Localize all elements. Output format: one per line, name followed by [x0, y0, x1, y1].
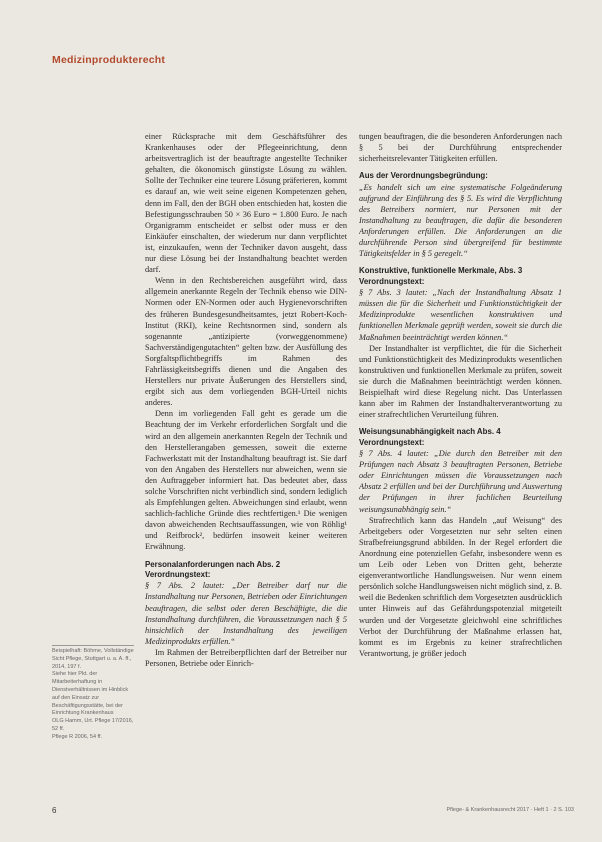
footnote: Beispielhaft: Böhme, Vollständige Sicht Pflege, Stuttgart u. a. A. ff., 2014, 197 f.	[52, 648, 134, 670]
footnote: Siehe hier Pkt. der Mitarbeiterhaftung in Dienstverhältnissen im Hinblick auf den Einsatz zur Beschäftigungsstätte, bei der Einrichtung Krankenhaus	[52, 671, 129, 717]
paragraph: Denn im vorliegenden Fall geht es gerade um die Beachtung der im Verkehr erforderlichen Sorgfalt und die wird an den allgemein anerkannten Regeln der Technik und den Herstellerangaben gemessen, soweit die externe Fachwerkstatt mit der Instandhaltung beauftragt ist. Sie darf von den Angaben des Herstellers nur abweichen, wenn sie den Auftraggeber informiert hat. Das bedeutet aber, dass solche Vorschriften nicht verbindlich sind, sondern lediglich als Empfehlungen gelten. Abweichungen sind erlaubt, wenn sachlich-fachliche Gründe dies rechtfertigen.¹ Die wenigen davon abweichenden Rechtsauffassungen, wie von Röhlig¹ und Reifbrock², bedürfen insoweit keiner weiteren Erwähnung.	[145, 409, 347, 552]
main-column-right	[359, 131, 562, 821]
page-number: 6	[52, 806, 57, 815]
subheading-personalanforderungen: Personalanforderungen nach Abs. 2	[145, 559, 281, 569]
footnote-divider	[52, 645, 134, 646]
paragraph: Wenn in den Rechtsbereichen ausgeführt wird, dass allgemein anerkannte Regeln der Technik ebenso wie DIN-Normen oder EN-Normen oder auch Hygienevorschriften des früheren Bundesgesundheitsamtes, jetzt Robert-Koch-Institut (RKI), keine Rechtsnormen sind, sondern als sogenannte „antizipierte (vorweggenommene) Sachverständigengutachten“ gelten bzw. der Ausfüllung des Sorgfaltspflichtbegriffs im Rahmen des Fahrlässigkeitsbegriffs dienen und die Angaben des Herstellers nur private Äußerungen des Herstellers sind, ergibt sich aus dem vorliegenden BGH-Urteil nichts anderes.	[145, 276, 347, 408]
quote-paragraph: § 7 Abs. 3 lautet: „Nach der Instandhaltung Absatz 1 müssen die für die Sicherheit und Funktionstüchtigkeit der Medizinprodukte wesentlichen konstruktiven und funktionellen Merkmale geprüft werden, soweit sie durch die Maßnahmen beeinträchtigt werden können.“	[359, 288, 562, 342]
section-title: Medizinprodukterecht	[52, 54, 166, 66]
main-column-middle	[145, 131, 347, 821]
quote-paragraph: § 7 Abs. 2 lautet: „Der Betreiber darf nur die Instandhaltung nur Personen, Betrieben oder Einrichtungen beauftragen, die selbst oder deren Beschäftigte, die die Instandhaltung durchführen, die Voraussetzungen nach § 5 hinsichtlich der Instandhaltung des jeweiligen Medizinprodukts erfüllen.“	[145, 581, 347, 646]
footnote: Pflege R 2006, 54 ff.	[52, 733, 103, 740]
subheading-verordnungstext: Verordnungstext:	[359, 276, 425, 286]
paragraph: tungen beauftragen, die die besonderen Anforderungen nach § 5 bei der Durchführung entsprechender sicherheitsrelevanter Tätigkeiten erfüllen.	[359, 132, 562, 164]
paragraph: Im Rahmen der Betreiberpflichten darf der Betreiber nur Personen, Betriebe oder Einrich-	[145, 647, 347, 669]
footnote: OLG Hamm, Urt. Pflege 17/2016, 52 ff.	[52, 718, 134, 732]
paragraph: Der Instandhalter ist verpflichtet, die für die Sicherheit und Funktionstüchtigkeit des Medizinprodukts wesentlichen konstruktiven und funktionellen Merkmale zu prüfen, soweit sie durch die Maßnahmen beeinträchtigt werden können. Beispielhaft wird diese Regelung nicht. Das Unterlassen kann aber im Rahmen der Instandhalterverantwortung zu einer strafrechtlichen Verurteilung führen.	[359, 343, 562, 420]
paragraph: einer Rücksprache mit dem Geschäftsführer des Krankenhauses oder der Pflegeeinrichtung, denn arbeitsvertraglich ist der beauftragte angestellte Techniker gehalten, die ökonomisch günstigste Lösung zu wählen. Sollte der Techniker eine teurere Lösung präferieren, kommt es darauf an, wie weit seine eigenen Kompetenzen gehen, denn im Fall, den der BGH oben entschieden hat, kosten die Befestigungsschrauben 50 × 36 Euro = 1.800 Euro. Je nach Organigramm entscheidet er selbst oder muss er den Einkäufer einschalten, der wiederum nur dann verpflichtet ist, einzukaufen, wenn der Techniker davon ausgeht, dass nur diese Lösung bei der Instandhaltung beachtet werden darf.	[145, 132, 347, 275]
subheading-weisungsunabhaengigkeit: Weisungsunabhängigkeit nach Abs. 4	[359, 427, 501, 437]
paragraph: Strafrechtlich kann das Handeln „auf Weisung“ des Arbeitgebers oder Vorgesetzten nur sehr selten einen Strafbefreiungsgrund abbilden. In der Regel erfordert die Anordnung eine potenziellen Gefahr, insbesondere wenn es um Leib oder Leben von Dritten geht, beherzte eigenverantwortliche Handlungsweisen. Nur wenn einem persönlich solche Handlungsweisen nicht möglich sind, z. B. weil die Bedenken schriftlich dem Vorgesetzten ausdrücklich unter Hinweis auf das Gefährdungspotenzial mitgeteilt wurden und der Vorgesetzte gleichwohl eine schriftliches Verbot der Durchführung der Maßnahme erlassen hat, kommt es im Ergebnis zu keiner strafrechtlichen Verantwortung, je größer jedoch	[359, 515, 562, 658]
footnotes	[52, 645, 134, 742]
subheading-verordnungstext: Verordnungstext:	[145, 569, 211, 579]
quote-paragraph: „Es handelt sich um eine systematische Folgeänderung aufgrund der Einführung des § 5. Es wird die Verpflichtung des Betreibers normiert, nur Personen mit der Instandhaltung zu beauftragen, die dafür die besonderen Anforderungen erfüllen. Die Anforderungen an die durchführende Person sind übergreifend für bestimmte Tätigkeitsfelder in § 5 geregelt.“	[359, 182, 562, 259]
subheading-verordnungstext: Verordnungstext:	[359, 437, 425, 447]
subheading-konstruktive-merkmale: Konstruktive, funktionelle Merkmale, Abs. 3	[359, 266, 523, 276]
journal-footer: Pflege- & Krankenhausrecht 2017 · Heft 1 · 2 S. 103	[446, 807, 574, 813]
quote-paragraph: § 7 Abs. 4 lautet: „Die durch den Betreiber mit den Prüfungen nach Absatz 3 beauftragten Personen, Betriebe oder Einrichtungen müssen die Voraussetzungen nach Absatz 2 erfüllen und bei der Durchführung und Auswertung der Prüfungen in ihrer fachlichen Beurteilung weisungsunabhängig sein.“	[359, 449, 562, 514]
subheading-verordnungsbegruendung: Aus der Verordnungsbegründung:	[359, 171, 488, 181]
